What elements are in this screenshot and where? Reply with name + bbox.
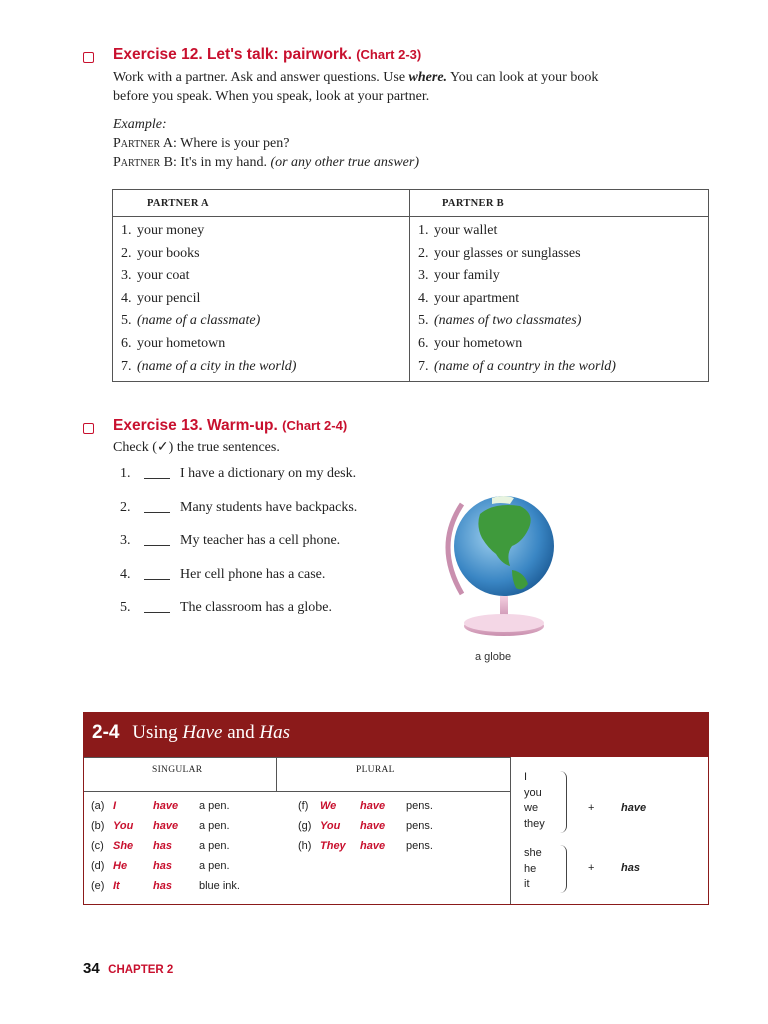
answer-blank[interactable]	[144, 612, 170, 613]
pronoun: we	[524, 802, 539, 814]
pronoun: it	[524, 878, 530, 890]
answer-blank[interactable]	[144, 579, 170, 580]
partner-a-item	[113, 356, 409, 379]
chart-number: 2-4	[92, 722, 120, 743]
item-number: 1.	[418, 223, 429, 238]
check-item	[120, 466, 356, 482]
chart-subj: It	[113, 880, 120, 892]
chart-verb: have	[153, 800, 179, 812]
chart-subj: They	[320, 840, 346, 852]
item-number: 5.	[418, 313, 429, 329]
instructions-part-2: You can look at your book	[450, 70, 599, 85]
item-number: 4.	[120, 566, 131, 582]
partner-a-item	[113, 265, 409, 288]
chart-divider	[84, 791, 511, 792]
title-have: Have	[182, 722, 223, 743]
item-number: 6.	[121, 335, 132, 351]
partner-b-column	[410, 190, 708, 381]
item-number: 3.	[121, 268, 132, 284]
chart-obj: blue ink.	[199, 880, 240, 892]
chart-divider	[510, 757, 511, 904]
plus-have: +	[588, 802, 595, 814]
exercise-13-instructions: Check (✓) the true sentences.	[113, 440, 280, 455]
exercise-13-chart-ref: (Chart 2-4)	[282, 418, 348, 433]
exercise-12-title	[113, 46, 421, 64]
pronoun: they	[524, 817, 545, 830]
chart-verb: have	[360, 820, 386, 832]
answer-blank[interactable]	[144, 512, 170, 513]
item-number: 4.	[121, 290, 132, 306]
example-label: Example:	[113, 117, 167, 132]
chapter-label: CHAPTER 2	[108, 964, 174, 976]
partner-a-item	[113, 243, 409, 266]
partner-b-item	[410, 265, 708, 288]
example-b-text: It's in my hand.	[180, 155, 267, 170]
item-number: 2.	[121, 245, 132, 261]
chart-obj: pens.	[406, 840, 433, 852]
grammar-chart-2-4	[83, 712, 709, 905]
item-number: 1.	[121, 223, 132, 238]
title-has: Has	[259, 722, 291, 743]
pronoun: you	[524, 786, 542, 799]
pronoun: I	[524, 771, 528, 783]
chart-obj: pens.	[406, 800, 433, 812]
item-text: your family	[434, 268, 500, 284]
item-number: 1.	[120, 466, 131, 481]
chart-verb: has	[153, 840, 172, 852]
globe-caption: a globe	[475, 651, 512, 663]
globe-icon	[432, 484, 562, 654]
chart-verb: has	[153, 880, 172, 892]
chart-verb: has	[153, 860, 172, 872]
example-b-speaker: Partner B:	[113, 155, 177, 170]
partner-a-item	[113, 220, 409, 243]
item-text: (names of two classmates)	[434, 313, 582, 329]
page-number: 34	[83, 960, 100, 977]
chart-obj: a pen.	[199, 800, 230, 812]
item-text: (name of a country in the world)	[434, 358, 616, 374]
chart-obj: a pen.	[199, 820, 230, 832]
item-text: your hometown	[137, 335, 226, 351]
item-text: The classroom has a globe.	[180, 600, 333, 615]
partner-b-header: PARTNER B	[410, 190, 708, 217]
example-line-a	[113, 134, 289, 153]
item-number: 4.	[418, 290, 429, 306]
has-brace-icon	[560, 845, 567, 893]
chart-label: (a)	[91, 800, 105, 812]
chart-obj: a pen.	[199, 860, 230, 872]
pronoun: he	[524, 862, 537, 875]
chart-label: (b)	[91, 820, 105, 832]
item-number: 2.	[120, 499, 131, 515]
item-number: 6.	[418, 335, 429, 351]
example-line-b	[113, 153, 419, 172]
item-text: My teacher has a cell phone.	[180, 533, 341, 548]
item-text: I have a dictionary on my desk.	[180, 466, 357, 481]
have-word: have	[621, 802, 647, 814]
chart-verb: have	[360, 840, 386, 852]
singular-header: SINGULAR	[152, 765, 203, 775]
exercise-12-instructions	[113, 68, 713, 106]
item-number: 3.	[418, 268, 429, 284]
chart-verb: have	[153, 820, 179, 832]
item-text: your money	[137, 223, 205, 238]
example-b-note: (or any other true answer)	[270, 155, 419, 170]
check-item	[120, 533, 340, 549]
grammar-chart-title	[92, 722, 290, 744]
chart-divider	[276, 757, 277, 792]
item-number: 7.	[418, 358, 429, 374]
item-text: your wallet	[434, 223, 498, 238]
chart-label: (f)	[298, 800, 309, 812]
grammar-chart-header	[84, 713, 708, 757]
chart-subj: You	[320, 820, 341, 832]
chart-label: (d)	[91, 860, 105, 872]
title-and: and	[227, 722, 255, 743]
item-text: your coat	[137, 268, 190, 284]
exercise-13-title	[113, 417, 347, 435]
chart-subj: You	[113, 820, 134, 832]
item-text: your apartment	[434, 290, 520, 306]
instructions-where: where.	[408, 70, 448, 85]
chart-divider	[84, 757, 511, 758]
answer-blank[interactable]	[144, 545, 170, 546]
have-brace-icon	[560, 771, 567, 833]
exercise-12-checkbox-icon	[83, 52, 94, 63]
partner-a-list	[113, 217, 409, 378]
chart-label: (g)	[298, 820, 312, 832]
item-text: your hometown	[434, 335, 523, 351]
check-item	[120, 567, 325, 583]
answer-blank[interactable]	[144, 478, 170, 479]
item-text: your pencil	[137, 290, 201, 306]
check-item	[120, 500, 357, 516]
partner-b-item	[410, 356, 708, 379]
pronoun: she	[524, 847, 542, 859]
exercise-13-checkbox-icon	[83, 423, 94, 434]
chart-verb: have	[360, 800, 386, 812]
item-text: (name of a classmate)	[137, 313, 261, 329]
partner-b-list	[410, 217, 708, 378]
partner-table	[112, 189, 709, 382]
chart-obj: pens.	[406, 820, 433, 832]
item-text: your glasses or sunglasses	[434, 245, 581, 261]
item-number: 5.	[120, 600, 131, 615]
has-word: has	[621, 862, 640, 874]
partner-b-item	[410, 310, 708, 333]
item-text: Her cell phone has a case.	[180, 566, 326, 582]
chart-label: (e)	[91, 880, 105, 892]
plural-header: PLURAL	[356, 765, 395, 775]
item-number: 3.	[120, 533, 131, 548]
partner-b-item	[410, 333, 708, 356]
partner-b-item	[410, 220, 708, 243]
partner-a-column	[113, 190, 410, 381]
instructions-part-3: before you speak. When you speak, look at your partner.	[113, 89, 430, 104]
partner-a-item	[113, 333, 409, 356]
item-number: 2.	[418, 245, 429, 261]
example-a-speaker: Partner A:	[113, 136, 177, 151]
chart-label: (c)	[91, 840, 104, 852]
item-text: Many students have backpacks.	[180, 499, 358, 515]
exercise-12-chart-ref: (Chart 2-3)	[356, 47, 422, 62]
chart-subj: She	[113, 840, 134, 852]
item-number: 7.	[121, 358, 132, 374]
exercise-13-title-text: Exercise 13. Warm-up.	[113, 417, 278, 434]
chart-subj: He	[113, 860, 128, 872]
item-text: (name of a city in the world)	[137, 358, 297, 374]
partner-b-item	[410, 243, 708, 266]
exercise-12-title-text: Exercise 12. Let's talk: pairwork.	[113, 46, 352, 63]
example-a-text: Where is your pen?	[180, 136, 290, 151]
chart-subj: I	[113, 800, 117, 812]
title-using: Using	[132, 722, 178, 743]
item-text: your books	[137, 245, 200, 261]
partner-a-item	[113, 288, 409, 311]
chart-obj: a pen.	[199, 840, 230, 852]
chart-label: (h)	[298, 840, 312, 852]
page-footer	[83, 960, 173, 978]
check-item	[120, 600, 332, 616]
instructions-part-1: Work with a partner. Ask and answer questions. Use	[113, 70, 406, 85]
partner-a-header: PARTNER A	[113, 190, 409, 217]
plus-has: +	[588, 862, 595, 874]
partner-a-item	[113, 310, 409, 333]
partner-b-item	[410, 288, 708, 311]
chart-subj: We	[320, 800, 337, 812]
item-number: 5.	[121, 313, 132, 329]
